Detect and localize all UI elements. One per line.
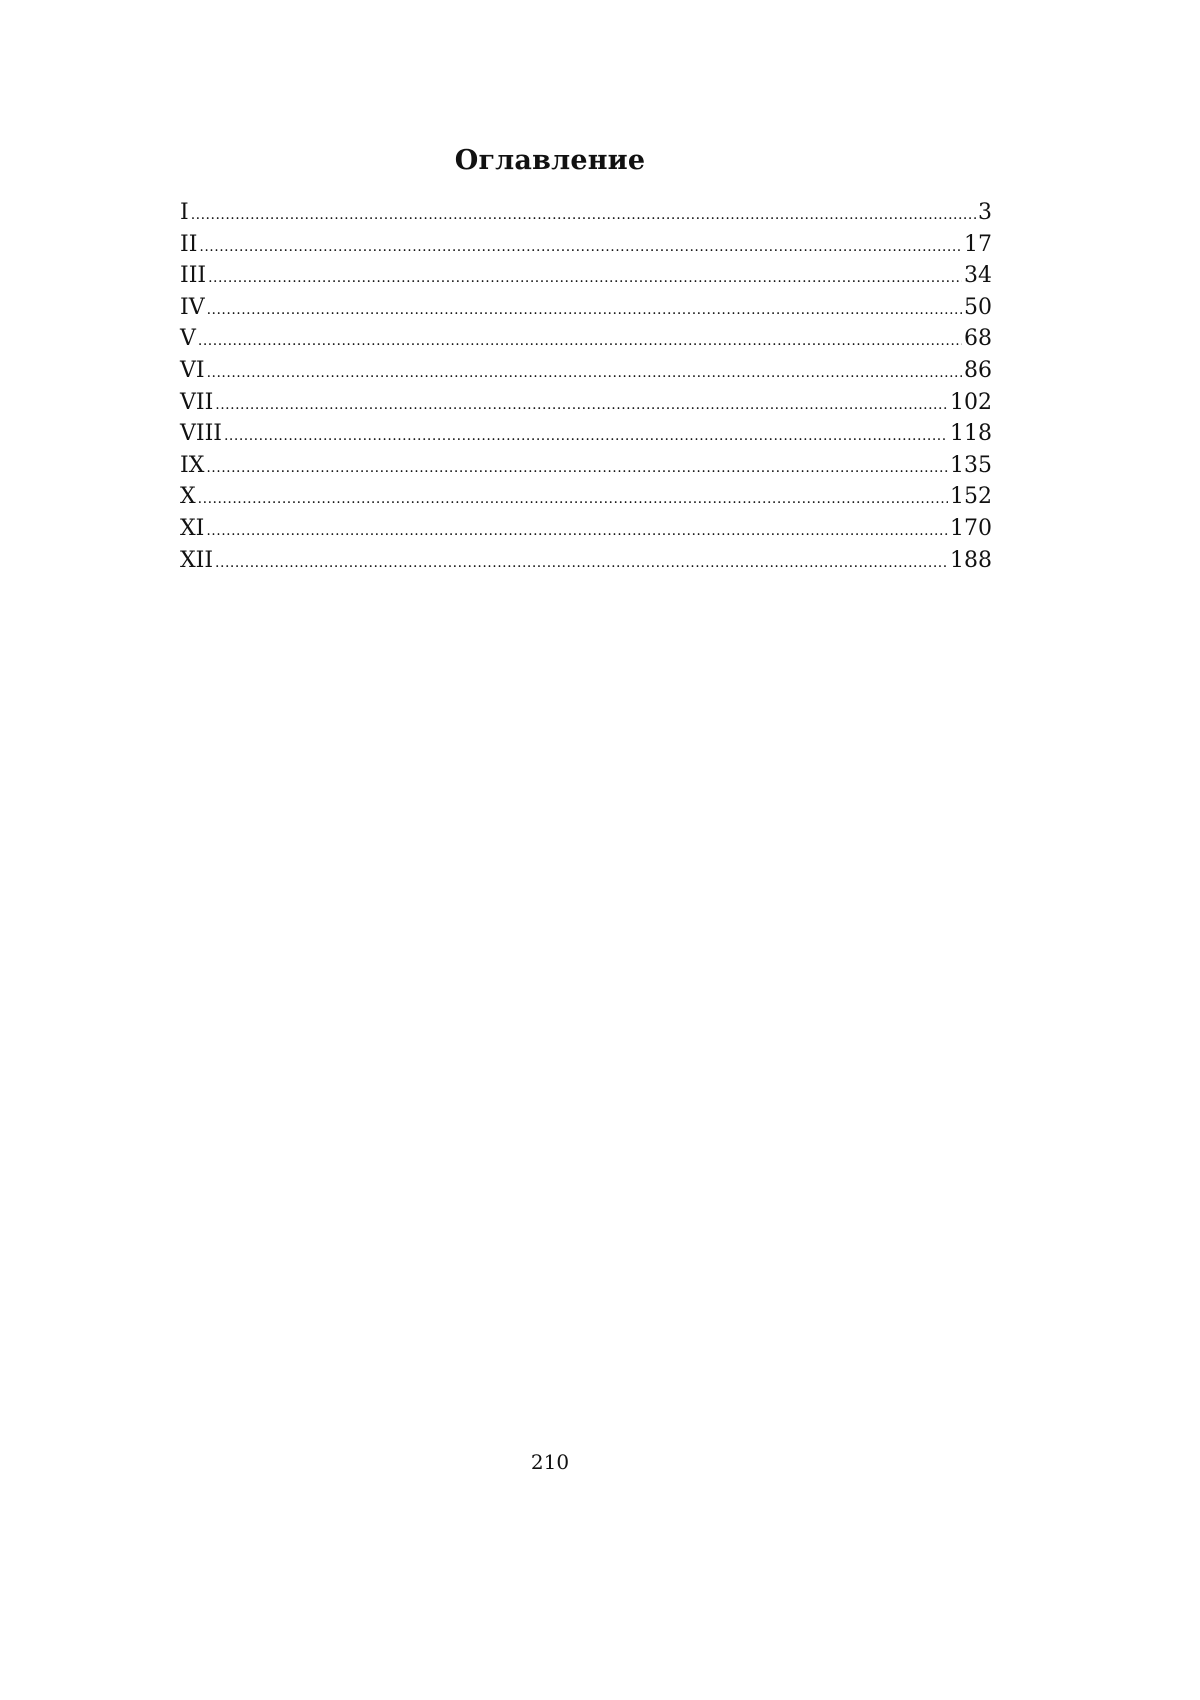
toc-entry-label: VI — [180, 357, 205, 383]
dot-leader — [208, 263, 962, 295]
toc-title: Оглавление — [454, 145, 646, 176]
dot-leader — [207, 295, 962, 327]
toc-entry-label: X — [180, 484, 196, 510]
dot-leader — [206, 453, 948, 485]
dot-leader — [207, 358, 962, 390]
toc-entry — [180, 260, 992, 292]
toc-entry — [180, 513, 992, 545]
dot-leader — [191, 200, 976, 232]
toc-entry-page: 68 — [964, 326, 992, 352]
toc-entry-label: VIII — [180, 421, 222, 447]
dot-leader — [206, 516, 948, 548]
toc-entry-page: 118 — [950, 421, 992, 447]
toc-entry — [180, 545, 992, 577]
dot-leader — [215, 548, 948, 580]
toc-entry — [180, 323, 992, 355]
toc-entry-label: IX — [180, 452, 205, 478]
toc-entry — [180, 355, 992, 387]
page-number: 210 — [530, 1450, 570, 1474]
toc-entry-label: IV — [180, 294, 205, 320]
toc-entry — [180, 387, 992, 419]
toc-entry-label: II — [180, 231, 198, 257]
toc-entry — [180, 481, 992, 513]
toc-entry — [180, 292, 992, 324]
toc-entry — [180, 197, 992, 229]
toc-entry-label: VII — [180, 389, 214, 415]
toc-entry-label: XII — [180, 547, 214, 573]
toc-entry-page: 50 — [964, 294, 992, 320]
dot-leader — [215, 390, 948, 422]
toc-entry-page: 34 — [964, 263, 992, 289]
toc-entry-label: V — [180, 326, 196, 352]
toc-entry-page: 3 — [978, 200, 992, 225]
dot-leader — [199, 232, 962, 264]
toc-entry-page: 102 — [950, 389, 992, 415]
toc-entry — [180, 450, 992, 482]
toc-entry-label: XI — [180, 515, 205, 541]
toc-entry — [180, 229, 992, 261]
table-of-contents — [180, 197, 992, 576]
toc-entry-label: I — [180, 200, 189, 225]
toc-entry-label: III — [180, 263, 207, 289]
toc-entry-page: 170 — [950, 515, 992, 541]
toc-entry — [180, 418, 992, 450]
toc-entry-page: 17 — [964, 231, 992, 257]
dot-leader — [198, 484, 948, 516]
toc-entry-page: 152 — [950, 484, 992, 510]
dot-leader — [224, 421, 948, 453]
toc-entry-page: 86 — [964, 357, 992, 383]
dot-leader — [198, 326, 962, 358]
toc-entry-page: 188 — [950, 547, 992, 573]
toc-entry-page: 135 — [950, 452, 992, 478]
